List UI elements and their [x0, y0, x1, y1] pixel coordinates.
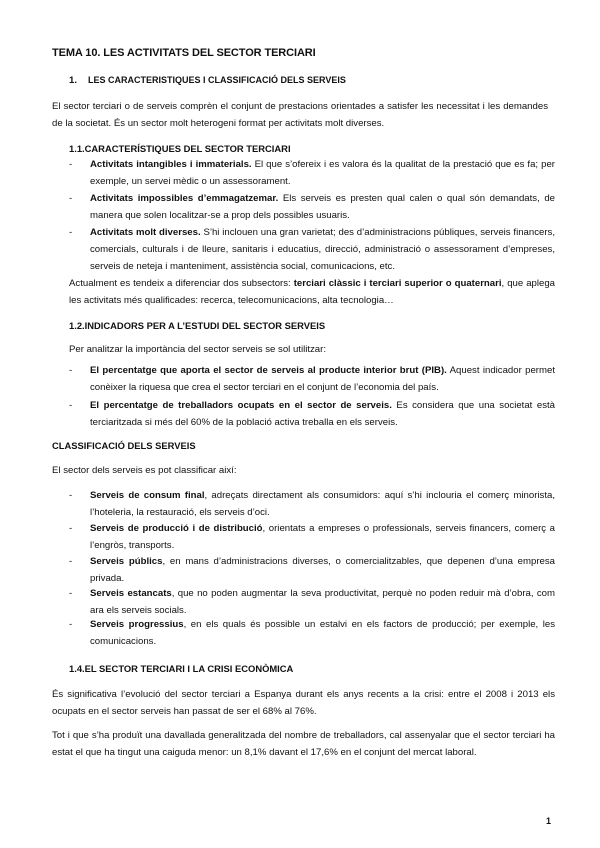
list-item-term: Serveis estancats — [90, 588, 172, 599]
subsectors-terms: terciari clàssic i terciari superior o quaternari — [293, 278, 502, 289]
list-item-text: , en els quals és possible un estalvi en els factors de producció; per exemple, les comunicacions. — [90, 619, 555, 647]
list-item-text: Aquest indicador permet conèixer la riquesa que crea el sector terciari en el conjunt de l’economia del país. — [90, 365, 555, 393]
list-item-term: Serveis progressius — [90, 619, 184, 630]
subsection-1-4-heading: 1.4.EL SECTOR TERCIARI I LA CRISI ECONÒMICA — [69, 663, 294, 674]
list-item-text: Es considera que una societat està terciaritzada si més del 60% de la població activa treballa en els serveis. — [90, 400, 555, 428]
list-dash: - — [69, 556, 73, 567]
section-1-heading: LES CARACTERISTIQUES I CLASSIFICACIÓ DELS SERVEIS — [88, 75, 346, 85]
crisis-paragraph-2: Tot i que s’ha produït una davallada generalitzada del nombre de treballadors, cal assenyalar que el sector terciari ha estat el que ha tingut una caiguda menor: un 8,1% davant el 17,6% en el conjunt del mercat laboral. — [52, 730, 555, 758]
list-item-text: El que s’ofereix i es valora és la qualitat de la prestació que es fa; per exemple, un servei mèdic o un assessorament. — [90, 159, 555, 187]
classification-intro: El sector dels serveis es pot classificar així: — [52, 465, 237, 476]
list-item-text: , orientats a empreses o professionals, serveis financers, comerç a l’engròs, transports. — [90, 523, 555, 551]
list-item-text: , que no poden augmentar la seva productivitat, perquè no poden reduir mà d’obra, com ara els serveis socials. — [90, 588, 555, 616]
subsectors-text-b: , que aplega les activitats més qualificades: recerca, telecomunicacions, alta tecnologia… — [69, 278, 556, 306]
list-dash: - — [69, 159, 73, 170]
classification-heading: CLASSIFICACIÓ DELS SERVEIS — [52, 440, 196, 451]
list-dash: - — [69, 523, 73, 534]
subsectors-text-a: Actualment es tendeix a diferenciar dos subsectors: — [69, 278, 294, 289]
list-item-term: El percentatge que aporta el sector de serveis al producte interior brut (PIB). — [90, 365, 447, 376]
crisis-paragraph-1: És significativa l’evolució del sector terciari a Espanya durant els anys recents a la crisi: entre el 2008 i 2013 els ocupats en el sector serveis han passat de ser el 68% al 76%. — [52, 689, 555, 717]
document-title: TEMA 10. LES ACTIVITATS DEL SECTOR TERCIARI — [52, 47, 316, 59]
list-dash: - — [69, 227, 73, 238]
list-dash: - — [69, 365, 73, 376]
list-item-term: Serveis de producció i de distribució — [90, 523, 263, 534]
subsection-1-2-intro: Per analitzar la importància del sector serveis se sol utilitzar: — [69, 344, 327, 355]
list-dash: - — [69, 490, 73, 501]
list-item-term: Activitats impossibles d’emmagatzemar. — [90, 193, 279, 204]
list-dash: - — [69, 588, 73, 599]
list-dash: - — [69, 619, 73, 630]
list-item-term: Serveis públics — [90, 556, 163, 567]
list-item-text: , en mans d’administracions diverses, o comercialitzables, que depenen d’una empresa privada. — [90, 556, 556, 584]
list-dash: - — [69, 400, 73, 411]
subsection-1-2-heading: 1.2.INDICADORS PER A L’ESTUDI DEL SECTOR SERVEIS — [69, 320, 326, 331]
page-number: 1 — [546, 816, 552, 826]
list-dash: - — [69, 193, 73, 204]
list-item-text: Els serveis es presten qual calen o qual són demandats, de manera que solen localitzar-se a prop dels possibles usuaris. — [90, 193, 555, 221]
list-item-term: Activitats intangibles i immaterials. — [90, 159, 252, 170]
section-1-intro: El sector terciari o de serveis comprèn el conjunt de prestacions orientades a satisfer les necessitat i les demandes de la societat. És un sector molt heterogeni format per activitats molt diverses. — [52, 101, 548, 129]
list-item-term: El percentatge de treballadors ocupats en el sector de serveis. — [90, 400, 392, 411]
list-item-text: S’hi inclouen una gran varietat; des d’administracions públiques, serveis financers, comercials, culturals i de lleure, sanitaris i educatius, direcció, administració o assessorament d’empreses, serveis de neteja i manteniment, assistència social, comunicacions, etc. — [90, 227, 555, 272]
subsection-1-1-heading: 1.1.CARACTERÍSTIQUES DEL SECTOR TERCIARI — [69, 143, 291, 154]
section-1-number: 1. — [69, 75, 78, 86]
subsectors-paragraph — [69, 275, 555, 309]
list-item-term: Serveis de consum final — [90, 490, 205, 501]
list-item-term: Activitats molt diverses. — [90, 227, 201, 238]
list-item-text: , adreçats directament als consumidors: aquí s’hi inclouria el comerç minorista, l’hoteleria, la restauració, els serveis d’oci. — [90, 490, 555, 518]
